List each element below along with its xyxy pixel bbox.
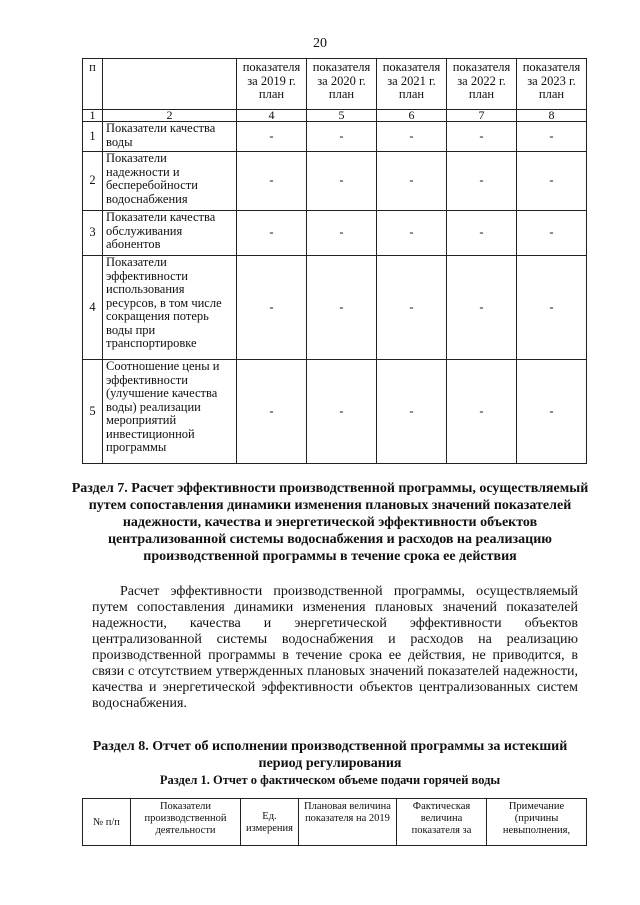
column-number: 2 (103, 110, 237, 122)
value-cell: - (447, 256, 517, 360)
column-number: 1 (83, 110, 103, 122)
section7-paragraph: Расчет эффективности производственной программы, осуществляемый путем сопоставления динамики изменения плановых значений показателей надежности, качества и энергетической эффективности объектов централизованной системы водоснабжения и расходов на реализацию производственной программы в течение срока ее действия, не приводится, в связи с отсутствием утвержденных плановых значений показателей надежности, качества и энергетической эффективности объектов централизованных систем водоснабжения. (92, 584, 578, 711)
value-cell: - (517, 256, 587, 360)
column-number: 6 (377, 110, 447, 122)
row-number: 4 (83, 256, 103, 360)
column-number: 8 (517, 110, 587, 122)
column-number: 5 (307, 110, 377, 122)
table-row (83, 360, 587, 464)
value-cell: - (307, 211, 377, 256)
row-number: 3 (83, 211, 103, 256)
header-cell (103, 59, 237, 110)
value-cell: - (307, 122, 377, 152)
value-cell: - (447, 360, 517, 464)
header-cell: показателя за 2019 г. план (237, 59, 307, 110)
column-number: 7 (447, 110, 517, 122)
value-cell: - (237, 152, 307, 211)
value-cell: - (447, 211, 517, 256)
table-header-row (83, 799, 587, 846)
table-row (83, 122, 587, 152)
value-cell: - (377, 360, 447, 464)
value-cell: - (377, 152, 447, 211)
header-cell: Ед. измерения (241, 799, 299, 846)
header-cell: Фактическая величина показателя за (397, 799, 487, 846)
indicator-name: Показатели качества воды (103, 122, 237, 152)
value-cell: - (517, 122, 587, 152)
header-cell: Показатели производственной деятельности (131, 799, 241, 846)
indicator-name: Показатели надежности и бесперебойности водоснабжения (103, 152, 237, 211)
indicators-table (82, 58, 587, 464)
indicator-name: Показатели качества обслуживания абонентов (103, 211, 237, 256)
header-cell: п (83, 59, 103, 110)
column-number-row (83, 110, 587, 122)
value-cell: - (307, 152, 377, 211)
value-cell: - (517, 360, 587, 464)
section8-subtitle: Раздел 1. Отчет о фактическом объеме подачи горячей воды (159, 773, 501, 787)
value-cell: - (237, 256, 307, 360)
value-cell: - (237, 211, 307, 256)
value-cell: - (377, 256, 447, 360)
report-table (82, 798, 587, 846)
page-number: 20 (313, 36, 327, 51)
header-cell: показателя за 2020 г. план (307, 59, 377, 110)
section8-title: Раздел 8. Отчет об исполнении производственной программы за истекший период регулирования (92, 739, 568, 771)
header-cell: Плановая величина показателя на 2019 (299, 799, 397, 846)
row-number: 2 (83, 152, 103, 211)
value-cell: - (377, 211, 447, 256)
header-cell: показателя за 2023 г. план (517, 59, 587, 110)
value-cell: - (517, 211, 587, 256)
indicator-name: Показатели эффективности использования ресурсов, в том числе сокращения потерь воды при транспортировке (103, 256, 237, 360)
table-row (83, 152, 587, 211)
value-cell: - (307, 360, 377, 464)
table-header-row (83, 59, 587, 110)
row-number: 5 (83, 360, 103, 464)
table-row (83, 256, 587, 360)
value-cell: - (517, 152, 587, 211)
header-cell: № п/п (83, 799, 131, 846)
header-cell: показателя за 2022 г. план (447, 59, 517, 110)
value-cell: - (237, 122, 307, 152)
row-number: 1 (83, 122, 103, 152)
value-cell: - (447, 152, 517, 211)
value-cell: - (447, 122, 517, 152)
value-cell: - (377, 122, 447, 152)
table-row (83, 211, 587, 256)
header-cell: показателя за 2021 г. план (377, 59, 447, 110)
section7-title: Раздел 7. Расчет эффективности производственной программы, осуществляемый путем сопоставления динамики изменения плановых значений показателей надежности, качества и энергетической эффективности объектов централизованной системы водоснабжения и расходов на реализацию производственной программы в течение срока ее действия (71, 481, 589, 564)
indicator-name: Соотношение цены и эффективности (улучшение качества воды) реализации мероприятий инвестиционной программы (103, 360, 237, 464)
column-number: 4 (237, 110, 307, 122)
value-cell: - (237, 360, 307, 464)
value-cell: - (307, 256, 377, 360)
section7-body (92, 584, 578, 712)
header-cell: Примечание (причины невыполнения, (487, 799, 587, 846)
